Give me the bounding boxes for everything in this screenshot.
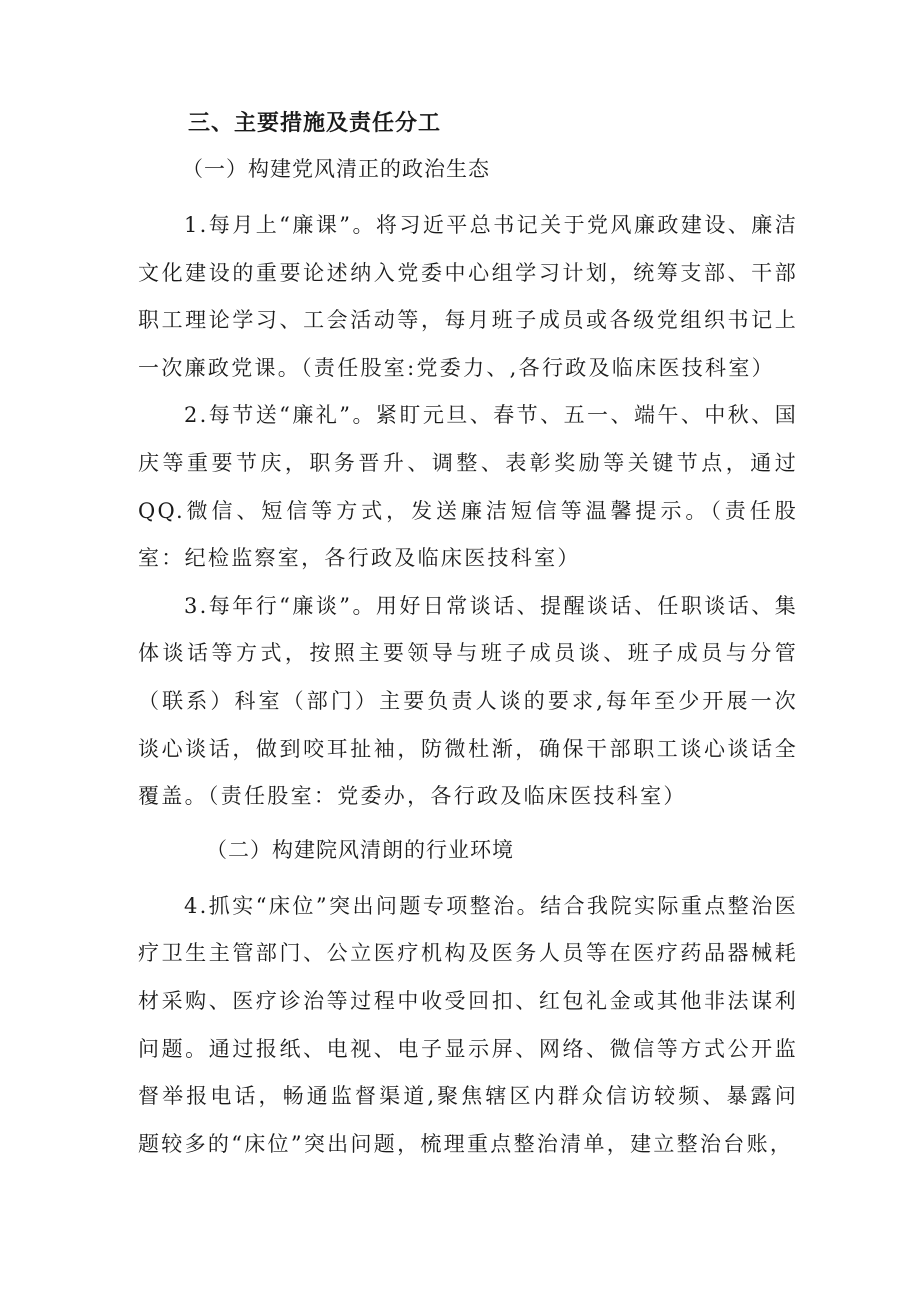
paragraph-1: 1.每月上“廉课”。将习近平总书记关于党风廉政建设、廉洁文化建设的重要论述纳入党委中心组学习计划，统筹支部、干部职工理论学习、工会活动等，每月班子成员或各级党组织书记上一次廉政党课。（责任股室:党委力、,各行政及临床医技科室） xyxy=(138,213,798,380)
paragraph-4: 4.抓实“床位”突出问题专项整治。结合我院实际重点整治医疗卫生主管部门、公立医疗机构及医务人员等在医疗药品器械耗材采购、医疗诊治等过程中收受回扣、红包礼金或其他非法谋利问题。通过报纸、电视、电子显示屏、网络、微信等方式公开监督举报电话，畅通监督渠道,聚焦辖区内群众信访较频、暴露问题较多的“床位”突出问题，梳理重点整治清单，建立整治台账， xyxy=(138,893,798,1156)
paragraph-2: 2.每节送“廉礼”。紧盯元旦、春节、五一、端午、中秋、国庆等重要节庆，职务晋升、调整、表彰奖励等关键节点，通过QQ.微信、短信等方式，发送廉洁短信等温馨提示。（责任股室：纪检监察室，各行政及临床医技科室） xyxy=(138,403,798,571)
document-page xyxy=(138,108,798,1168)
subsection-title-1: （一）构建党风清正的政治生态 xyxy=(182,157,490,181)
paragraph-3: 3.每年行“廉谈”。用好日常谈话、提醒谈话、任职谈话、集体谈话等方式，按照主要领导与班子成员谈、班子成员与分管（联系）科室（部门）主要负责人谈的要求,每年至少开展一次谈心谈话，做到咬耳扯袖，防微杜渐，确保干部职工谈心谈话全覆盖。（责任股室：党委办，各行政及临床医技科室） xyxy=(138,593,798,809)
subsection-title-2: （二）构建院风清朗的行业环境 xyxy=(206,837,514,862)
section-title: 三、主要措施及责任分工 xyxy=(188,111,442,136)
